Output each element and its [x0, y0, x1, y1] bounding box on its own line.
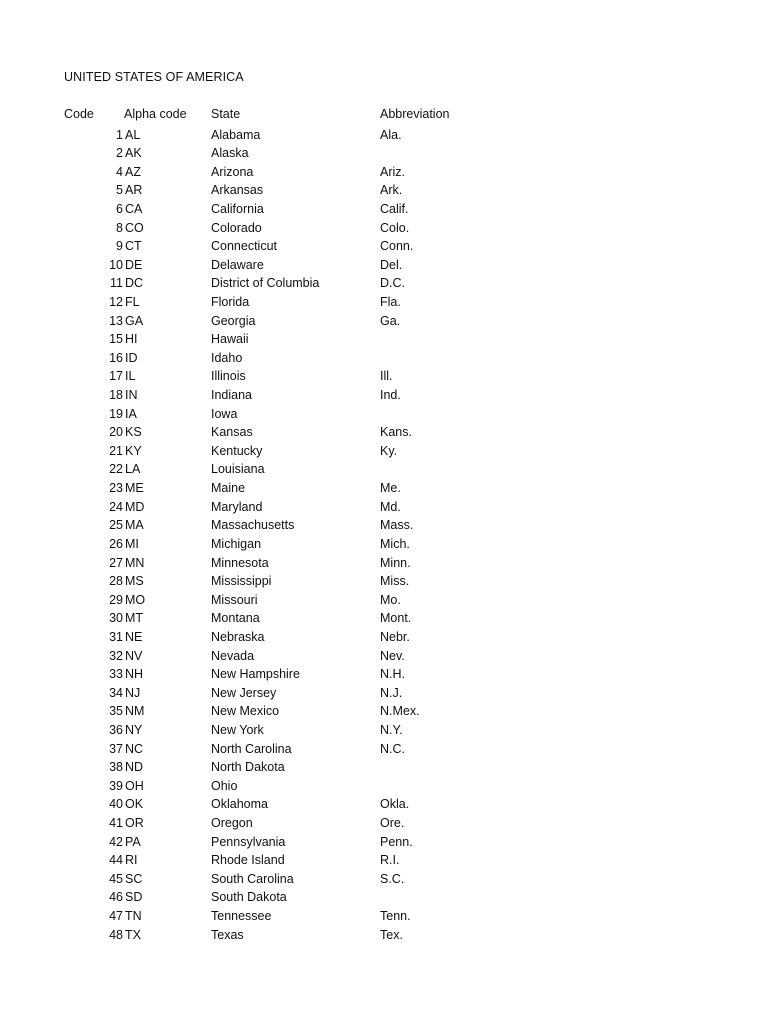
row-state: South Carolina [211, 871, 294, 886]
row-abbreviation: Md. [380, 499, 401, 514]
row-abbreviation: Ind. [380, 388, 401, 403]
table-row [0, 237, 768, 256]
row-state: District of Columbia [211, 276, 320, 291]
row-state: Idaho [211, 350, 243, 365]
row-abbreviation: Mich. [380, 536, 410, 551]
row-abbreviation: Ariz. [380, 164, 405, 179]
row-code: 19 [109, 406, 123, 421]
table-row [0, 367, 768, 386]
row-code: 46 [109, 890, 123, 905]
table-row [0, 535, 768, 554]
row-code: 23 [109, 481, 123, 496]
table-row [0, 163, 768, 182]
row-state: Ohio [211, 778, 238, 793]
row-alpha-code: GA [125, 313, 144, 328]
row-code: 41 [109, 816, 123, 831]
row-state: Connecticut [211, 239, 278, 254]
row-code: 34 [109, 685, 123, 700]
row-state: Michigan [211, 536, 262, 551]
row-abbreviation: Me. [380, 481, 401, 496]
row-code: 40 [109, 797, 123, 812]
row-code: 8 [116, 220, 123, 235]
row-code: 24 [109, 499, 123, 514]
row-state: Alaska [211, 146, 249, 161]
row-alpha-code: CA [125, 201, 143, 216]
row-code: 28 [109, 574, 123, 589]
table-row [0, 293, 768, 312]
row-state: Oklahoma [211, 797, 268, 812]
row-alpha-code: IN [125, 388, 138, 403]
row-code: 31 [109, 629, 123, 644]
table-row [0, 219, 768, 238]
table-row [0, 423, 768, 442]
table-row [0, 442, 768, 461]
table-row [0, 665, 768, 684]
header-alpha-code: Alpha code [124, 107, 187, 121]
row-code: 13 [109, 313, 123, 328]
row-state: Hawaii [211, 332, 249, 347]
table-row [0, 609, 768, 628]
row-alpha-code: ND [125, 760, 144, 775]
row-abbreviation: Ill. [380, 369, 393, 384]
row-state: New Mexico [211, 704, 280, 719]
row-alpha-code: OR [125, 816, 144, 831]
row-code: 15 [109, 332, 123, 347]
row-state: Florida [211, 294, 250, 309]
table-row [0, 851, 768, 870]
row-alpha-code: CO [125, 220, 144, 235]
row-state: Maine [211, 481, 246, 496]
row-alpha-code: NH [125, 667, 144, 682]
row-code: 21 [109, 443, 123, 458]
row-abbreviation: D.C. [380, 276, 405, 291]
row-state: Colorado [211, 220, 262, 235]
row-abbreviation: N.Y. [380, 723, 403, 737]
row-code: 36 [109, 723, 123, 737]
table-body [0, 126, 768, 945]
row-abbreviation: Mass. [380, 518, 414, 533]
table-row [0, 721, 768, 740]
table-row [0, 814, 768, 833]
row-abbreviation: Ga. [380, 313, 401, 328]
row-state: New Hampshire [211, 667, 300, 682]
row-code: 1 [116, 127, 123, 142]
row-abbreviation: Ala. [380, 127, 402, 142]
row-state: Kansas [211, 425, 253, 440]
row-alpha-code: MN [125, 555, 145, 570]
row-alpha-code: KS [125, 425, 142, 440]
row-alpha-code: MT [125, 611, 144, 626]
row-alpha-code: KY [125, 443, 142, 458]
row-code: 38 [109, 760, 123, 775]
row-code: 42 [109, 834, 123, 849]
table-row [0, 516, 768, 535]
row-code: 20 [109, 425, 123, 440]
table-row [0, 479, 768, 498]
row-alpha-code: NJ [125, 685, 141, 700]
row-code: 12 [109, 294, 123, 309]
row-alpha-code: DC [125, 276, 144, 291]
row-code: 16 [109, 350, 123, 365]
row-alpha-code: SC [125, 871, 143, 886]
row-alpha-code: LA [125, 462, 141, 477]
header-code: Code [64, 107, 94, 121]
row-alpha-code: IL [125, 369, 136, 384]
table-row [0, 405, 768, 424]
table-row [0, 833, 768, 852]
table-row [0, 795, 768, 814]
table-row [0, 740, 768, 759]
row-state: Delaware [211, 257, 264, 272]
row-abbreviation: Del. [380, 257, 403, 272]
row-alpha-code: TX [125, 927, 141, 942]
table-row [0, 498, 768, 517]
row-abbreviation: Tex. [380, 927, 403, 942]
row-code: 37 [109, 741, 123, 756]
row-code: 45 [109, 871, 123, 886]
table-row [0, 572, 768, 591]
row-code: 6 [116, 201, 123, 216]
row-state: California [211, 201, 264, 216]
row-alpha-code: ME [125, 481, 144, 496]
row-abbreviation: Mo. [380, 592, 401, 607]
row-alpha-code: MI [125, 536, 139, 551]
table-row [0, 702, 768, 721]
row-code: 22 [109, 462, 123, 477]
table-row [0, 647, 768, 666]
row-code: 9 [116, 239, 123, 254]
row-abbreviation: Minn. [380, 555, 411, 570]
row-abbreviation: N.J. [380, 685, 403, 700]
row-state: New Jersey [211, 685, 277, 700]
table-row [0, 312, 768, 331]
row-abbreviation: N.Mex. [380, 704, 420, 719]
row-code: 48 [109, 927, 123, 942]
row-abbreviation: Ore. [380, 816, 405, 831]
row-state: Nebraska [211, 629, 265, 644]
row-abbreviation: Kans. [380, 425, 412, 440]
row-alpha-code: SD [125, 890, 143, 905]
row-abbreviation: Tenn. [380, 909, 411, 924]
table-row [0, 181, 768, 200]
table-row [0, 591, 768, 610]
row-code: 44 [109, 853, 123, 868]
row-alpha-code: MS [125, 574, 144, 589]
row-alpha-code: FL [125, 294, 140, 309]
table-row [0, 330, 768, 349]
row-code: 27 [109, 555, 123, 570]
row-alpha-code: AR [125, 183, 143, 198]
row-alpha-code: NV [125, 648, 143, 663]
row-abbreviation: Calif. [380, 201, 409, 216]
row-state: Texas [211, 927, 244, 942]
row-state: Oregon [211, 816, 253, 831]
table-row [0, 628, 768, 647]
table-row [0, 684, 768, 703]
row-state: Tennessee [211, 909, 272, 924]
row-abbreviation: Fla. [380, 294, 401, 309]
table-row [0, 926, 768, 945]
row-alpha-code: TN [125, 909, 142, 924]
table-header-row [0, 107, 768, 125]
row-alpha-code: MO [125, 592, 146, 607]
row-alpha-code: NY [125, 723, 143, 737]
row-state: Louisiana [211, 462, 265, 477]
row-state: Indiana [211, 388, 253, 403]
row-alpha-code: NM [125, 704, 145, 719]
row-alpha-code: HI [125, 332, 138, 347]
row-abbreviation: N.H. [380, 667, 405, 682]
row-state: North Carolina [211, 741, 292, 756]
row-code: 30 [109, 611, 123, 626]
row-alpha-code: AK [125, 146, 142, 161]
row-code: 17 [109, 369, 123, 384]
row-alpha-code: NC [125, 741, 144, 756]
row-code: 4 [116, 164, 123, 179]
table-row [0, 274, 768, 293]
row-alpha-code: DE [125, 257, 143, 272]
row-state: Iowa [211, 406, 238, 421]
row-abbreviation: Ky. [380, 443, 398, 458]
row-abbreviation: Penn. [380, 834, 413, 849]
row-state: Mississippi [211, 574, 272, 589]
row-abbreviation: Ark. [380, 183, 403, 198]
row-state: Illinois [211, 369, 246, 384]
table-row [0, 126, 768, 145]
row-alpha-code: MD [125, 499, 145, 514]
table-row [0, 144, 768, 163]
row-state: Kentucky [211, 443, 263, 458]
row-state: Rhode Island [211, 853, 285, 868]
header-abbreviation: Abbreviation [380, 107, 450, 121]
row-state: Arizona [211, 164, 254, 179]
table-row [0, 554, 768, 573]
row-code: 33 [109, 667, 123, 682]
row-state: Alabama [211, 127, 261, 142]
row-state: South Dakota [211, 890, 287, 905]
row-abbreviation: Miss. [380, 574, 410, 589]
table-row [0, 758, 768, 777]
row-alpha-code: OH [125, 778, 144, 793]
row-abbreviation: R.I. [380, 853, 400, 868]
table-row [0, 460, 768, 479]
row-abbreviation: Conn. [380, 239, 414, 254]
table-row [0, 888, 768, 907]
row-alpha-code: IA [125, 406, 137, 421]
row-alpha-code: OK [125, 797, 144, 812]
row-code: 26 [109, 536, 123, 551]
row-code: 10 [109, 257, 123, 272]
row-state: Massachusetts [211, 518, 295, 533]
table-row [0, 200, 768, 219]
row-abbreviation: Nebr. [380, 629, 410, 644]
row-state: New York [211, 723, 264, 737]
row-state: Arkansas [211, 183, 264, 198]
row-alpha-code: RI [125, 853, 138, 868]
row-code: 39 [109, 778, 123, 793]
row-state: Georgia [211, 313, 256, 328]
row-alpha-code: CT [125, 239, 142, 254]
table-row [0, 870, 768, 889]
row-abbreviation: Colo. [380, 220, 410, 235]
row-state: Montana [211, 611, 260, 626]
table-row [0, 386, 768, 405]
row-code: 5 [116, 183, 123, 198]
row-state: Maryland [211, 499, 263, 514]
row-abbreviation: S.C. [380, 871, 405, 886]
row-code: 18 [109, 388, 123, 403]
row-code: 35 [109, 704, 123, 719]
row-code: 29 [109, 592, 123, 607]
row-state: Nevada [211, 648, 255, 663]
row-alpha-code: AZ [125, 164, 141, 179]
row-code: 32 [109, 648, 123, 663]
row-alpha-code: ID [125, 350, 138, 365]
row-abbreviation: Mont. [380, 611, 412, 626]
row-abbreviation: N.C. [380, 741, 405, 756]
table-row [0, 777, 768, 796]
row-state: Pennsylvania [211, 834, 286, 849]
row-code: 47 [109, 909, 123, 924]
document-title: UNITED STATES OF AMERICA [64, 70, 244, 84]
table-row [0, 907, 768, 926]
row-alpha-code: AL [125, 127, 141, 142]
row-code: 25 [109, 518, 123, 533]
row-abbreviation: Nev. [380, 648, 405, 663]
row-state: Minnesota [211, 555, 269, 570]
row-state: Missouri [211, 592, 258, 607]
header-state: State [211, 107, 241, 121]
row-code: 2 [116, 146, 123, 161]
row-state: North Dakota [211, 760, 285, 775]
row-alpha-code: MA [125, 518, 144, 533]
row-abbreviation: Okla. [380, 797, 410, 812]
table-row [0, 256, 768, 275]
row-alpha-code: NE [125, 629, 143, 644]
row-code: 11 [110, 276, 123, 291]
row-alpha-code: PA [125, 834, 141, 849]
table-row [0, 349, 768, 368]
